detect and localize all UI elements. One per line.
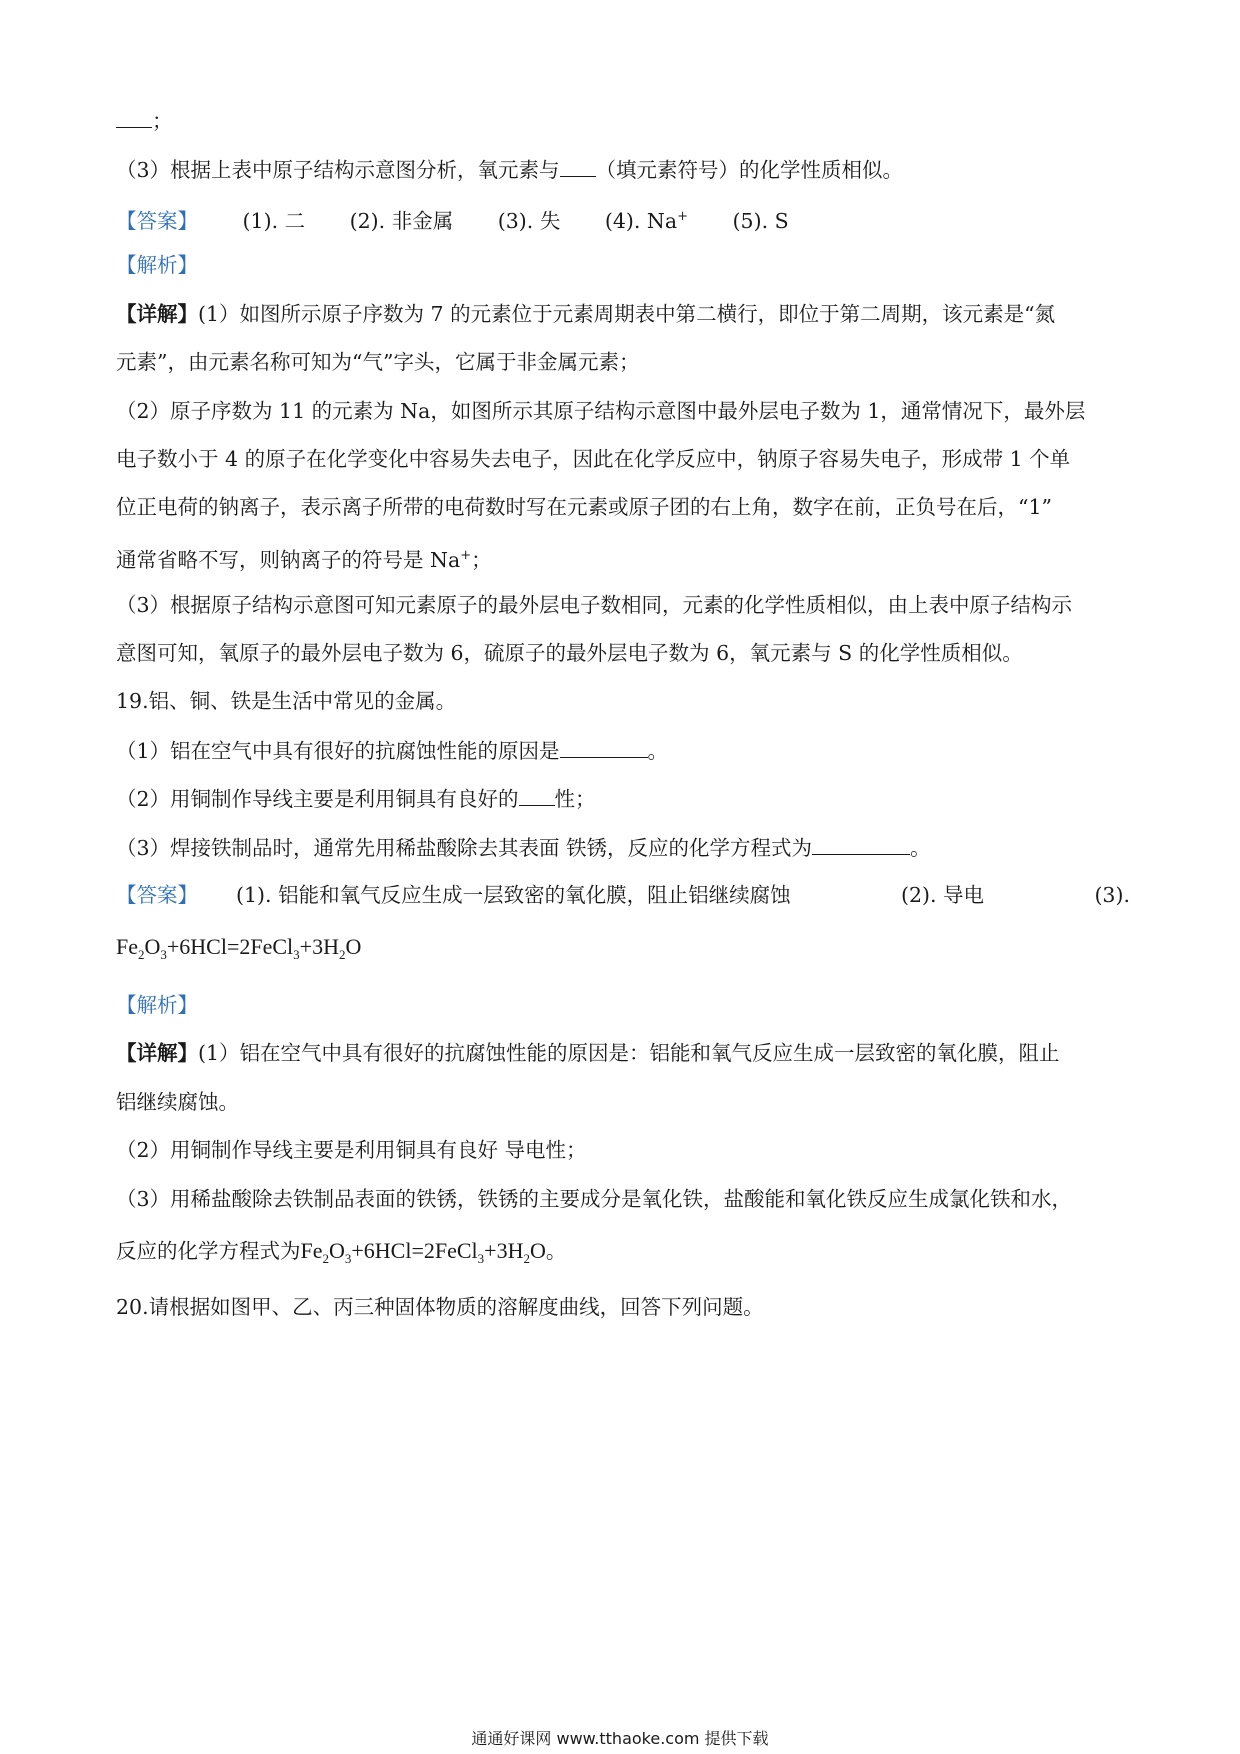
chemical-equation: $Fe_2O_3+6HCl=2FeCl_3+3H_2O$ xyxy=(116,934,362,962)
answer-blank xyxy=(116,105,152,128)
analysis-tag: 【解析】 xyxy=(116,993,198,1017)
page-footer: 通通好课网 www.tthaoke.com 提供下载 xyxy=(471,1729,769,1748)
detail-18-line-2: 元素”，由元素名称可知为“气”字头，它属于非金属元素； xyxy=(116,350,640,374)
answer-tag: 【答案】 xyxy=(116,883,198,907)
detail-18-line-5: 位正电荷的钠离子，表示离子所带的电荷数时写在元素或原子团的右上角，数字在前，正负号在后，“1” xyxy=(116,495,1053,519)
fill-blank-line: ； xyxy=(116,105,1130,136)
question-20-title: 20.请根据如图甲、乙、丙三种固体物质的溶解度曲线，回答下列问题。 xyxy=(116,1295,764,1319)
detail-19-line-2: 铝继续腐蚀。 xyxy=(116,1090,239,1114)
answer-item: (2). 导电 xyxy=(900,883,985,907)
analysis-19 xyxy=(116,990,1130,1020)
answer-item: (3). 失 xyxy=(497,209,561,233)
question-18-part-3: （3）根据上表中原子结构示意图分析，氧元素与 （填元素符号）的化学性质相似。 xyxy=(116,154,1130,185)
answer-item: (1). 铝能和氧气反应生成一层致密的氧化膜，阻止铝继续腐蚀 xyxy=(236,883,791,907)
answer-item: (1). 二 xyxy=(242,209,306,233)
analysis-18 xyxy=(116,250,1130,280)
answer-blank xyxy=(560,154,596,177)
answer-item: (4). Na+ xyxy=(604,209,688,233)
question-19-title: 19.铝、铜、铁是生活中常见的金属。 xyxy=(116,689,457,713)
answer-item: (3). xyxy=(1094,883,1130,907)
answer-item: (2). 非金属 xyxy=(349,209,454,233)
detail-18-line-7: （3）根据原子结构示意图可知元素原子的最外层电子数相同，元素的化学性质相似，由上表中原子结构示 xyxy=(116,593,1073,617)
detail-18-line-8: 意图可知，氧原子的最外层电子数为 6，硫原子的最外层电子数为 6，氧元素与 S 的化学性质相似。 xyxy=(116,641,1023,665)
answer-19 xyxy=(116,880,1130,910)
question-19-part-2: （2）用铜制作导线主要是利用铜具有良好的 性； xyxy=(116,783,1130,814)
answer-blank xyxy=(519,783,555,806)
answer-item: (5). S xyxy=(732,209,789,233)
question-19-part-3: （3）焊接铁制品时，通常先用稀盐酸除去其表面 铁锈，反应的化学方程式为 。 xyxy=(116,832,1130,863)
detail-19-line-4: （3）用稀盐酸除去铁制品表面的铁锈，铁锈的主要成分是氧化铁，盐酸能和氧化铁反应生成氯化铁和水， xyxy=(116,1187,1073,1211)
chemical-equation: $Fe_2O_3+6HCl=2FeCl_3+3H_2O$ xyxy=(300,1238,546,1266)
analysis-tag: 【解析】 xyxy=(116,253,198,277)
answer-18 xyxy=(116,202,1130,236)
question-19-part-1: （1）铝在空气中具有很好的抗腐蚀性能的原因是 。 xyxy=(116,735,1130,766)
detail-18-line-1: 【详解】(1）如图所示原子序数为 7 的元素位于元素周期表中第二横行，即位于第二周期，该元素是“氮 xyxy=(116,302,1056,326)
answer-blank xyxy=(560,735,648,758)
detail-18-line-4: 电子数小于 4 的原子在化学变化中容易失去电子，因此在化学反应中，钠原子容易失电子，形成带 1 个单 xyxy=(116,447,1071,471)
detail-18-line-3: （2）原子序数为 11 的元素为 Na，如图所示其原子结构示意图中最外层电子数为 1，通常情况下，最外层 xyxy=(116,399,1086,423)
detail-18-line-6: 通常省略不写，则钠离子的符号是 Na+； xyxy=(116,548,492,572)
detail-tag: 【详解】 xyxy=(116,302,198,326)
answer-blank xyxy=(812,832,910,855)
detail-19-line-5: 反应的化学方程式为$Fe_2O_3+6HCl=2FeCl_3+3H_2O$。 xyxy=(116,1238,567,1266)
answer-tag: 【答案】 xyxy=(116,209,198,233)
detail-19-line-3: （2）用铜制作导线主要是利用铜具有良好 导电性； xyxy=(116,1138,587,1162)
detail-tag: 【详解】 xyxy=(116,1041,198,1065)
detail-19-line-1: 【详解】(1）铝在空气中具有很好的抗腐蚀性能的原因是：铝能和氧气反应生成一层致密的氧化膜，阻止 xyxy=(116,1041,1060,1065)
